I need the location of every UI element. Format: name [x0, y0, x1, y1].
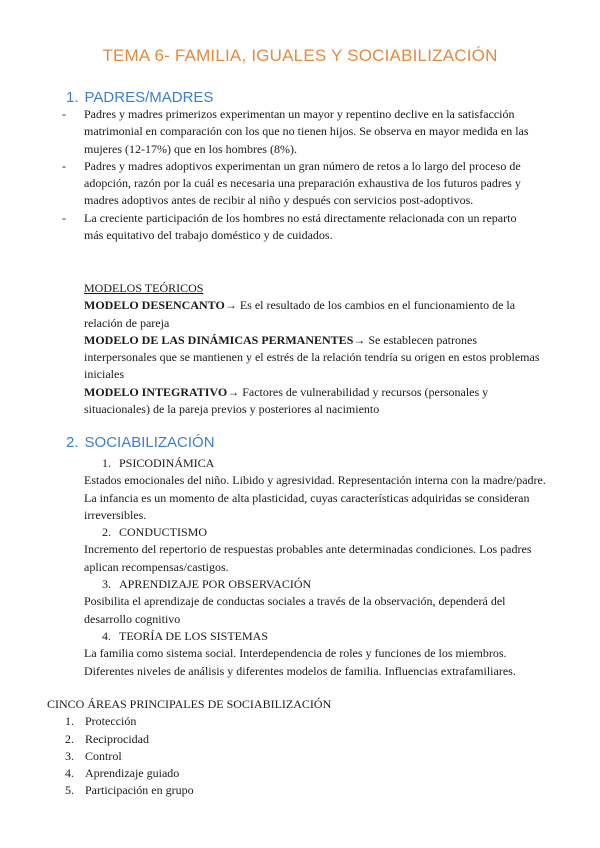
subsection-text: Estados emocionales del niño. Libido y agresividad. Representación interna con la madre/padre. La infancia es un momento de alta plasticidad, cuyas características adquiridas se consideran irreversibles. [84, 473, 546, 522]
section-title: PADRES/MADRES [84, 89, 214, 106]
list-item: 2. Reciprocidad [65, 731, 149, 746]
section-title: SOCIABILIZACIÓN [84, 434, 215, 451]
section-number: 1. [66, 89, 79, 106]
section-heading-sociabilizacion [66, 434, 215, 451]
bullet-text: La creciente participación de los hombres no está directamente relacionada con un reparto más equitativo del trabajo doméstico y de cuidados. [84, 210, 517, 243]
list-item [62, 210, 532, 245]
dash-bullet-icon: - [62, 107, 66, 121]
page-title: TEMA 6- FAMILIA, IGUALES Y SOCIABILIZACIÓN [102, 46, 498, 65]
subsection-text: Posibilita el aprendizaje de conductas sociales a través de la observación, dependerá del desarrollo cognitivo [84, 594, 506, 626]
arrow: → [353, 332, 366, 347]
arrow: → [227, 384, 240, 399]
list-item: 4. Aprendizaje guiado [65, 766, 180, 781]
sociabilization-theories [84, 455, 554, 680]
five-areas-heading: CINCO ÁREAS PRINCIPALES DE SOCIABILIZACIÓN [47, 697, 332, 711]
subsection-title: 4. TEORÍA DE LOS SISTEMAS [102, 628, 269, 643]
list-item [62, 106, 532, 158]
model-name: MODELO DESENCANTO [84, 298, 225, 313]
list-item: 5. Participación en grupo [65, 783, 194, 798]
subsection-title: 3. APRENDIZAJE POR OBSERVACIÓN [102, 577, 312, 592]
model-item [84, 297, 548, 332]
model-item [84, 332, 548, 384]
five-areas-list [47, 713, 547, 799]
subsection-text: La familia como sistema social. Interdependencia de roles y funciones de los miembros. Diferentes niveles de análisis y diferentes modelos de familia. Influencias extrafamiliares. [84, 646, 516, 678]
section-heading-padres-madres [66, 89, 213, 106]
bullet-text: Padres y madres primerizos experimentan un mayor y repentino declive en la satisfacción matrimonial en comparación con los que no tienen hijos. Se observa en mayor medida en las mujeres (12-17%) que en los hombres (8%). [84, 107, 529, 156]
five-areas [47, 696, 547, 800]
model-item [84, 384, 548, 419]
subsection-title: 1. PSICODINÁMICA [102, 456, 215, 470]
subsection-text: Incremento del repertorio de respuestas probables ante determinadas condiciones. Los padres aplican recompensas/castigos. [84, 542, 532, 574]
model-description: Se establecen patrones interpersonales que se mantienen y el estrés de la relación tendría su origen en estos problemas iniciales [84, 332, 540, 382]
list-item: 1. Protección [65, 714, 137, 729]
bullet-text: Padres y madres adoptivos experimentan un gran número de retos a lo largo del proceso de adopción, razón por la cuál es necesaria una preparación exhaustiva de los futuros padres y madres adoptivos antes de recibir al niño y después con servicios post-adoptivos. [84, 158, 521, 208]
model-description: Es el resultado de los cambios en el funcionamiento de la relación de pareja [84, 298, 516, 330]
section-number: 2. [66, 434, 79, 451]
list-item [62, 158, 532, 210]
list-item: 3. Control [65, 748, 122, 763]
arrow: → [224, 298, 237, 313]
model-description: Factores de vulnerabilidad y recursos (personales y situacionales) de la pareja previos y posteriores al nacimiento [84, 384, 489, 417]
theoretical-models [84, 280, 548, 418]
model-name: MODELO INTEGRATIVO [84, 384, 228, 399]
models-heading: MODELOS TEÓRICOS [84, 281, 204, 295]
model-name: MODELO DE LAS DINÁMICAS PERMANENTES [84, 332, 354, 347]
dash-bullet-icon: - [62, 158, 66, 173]
bullet-list [62, 106, 532, 244]
dash-bullet-icon: - [62, 210, 66, 225]
subsection-title: 2. CONDUCTISMO [102, 525, 208, 540]
